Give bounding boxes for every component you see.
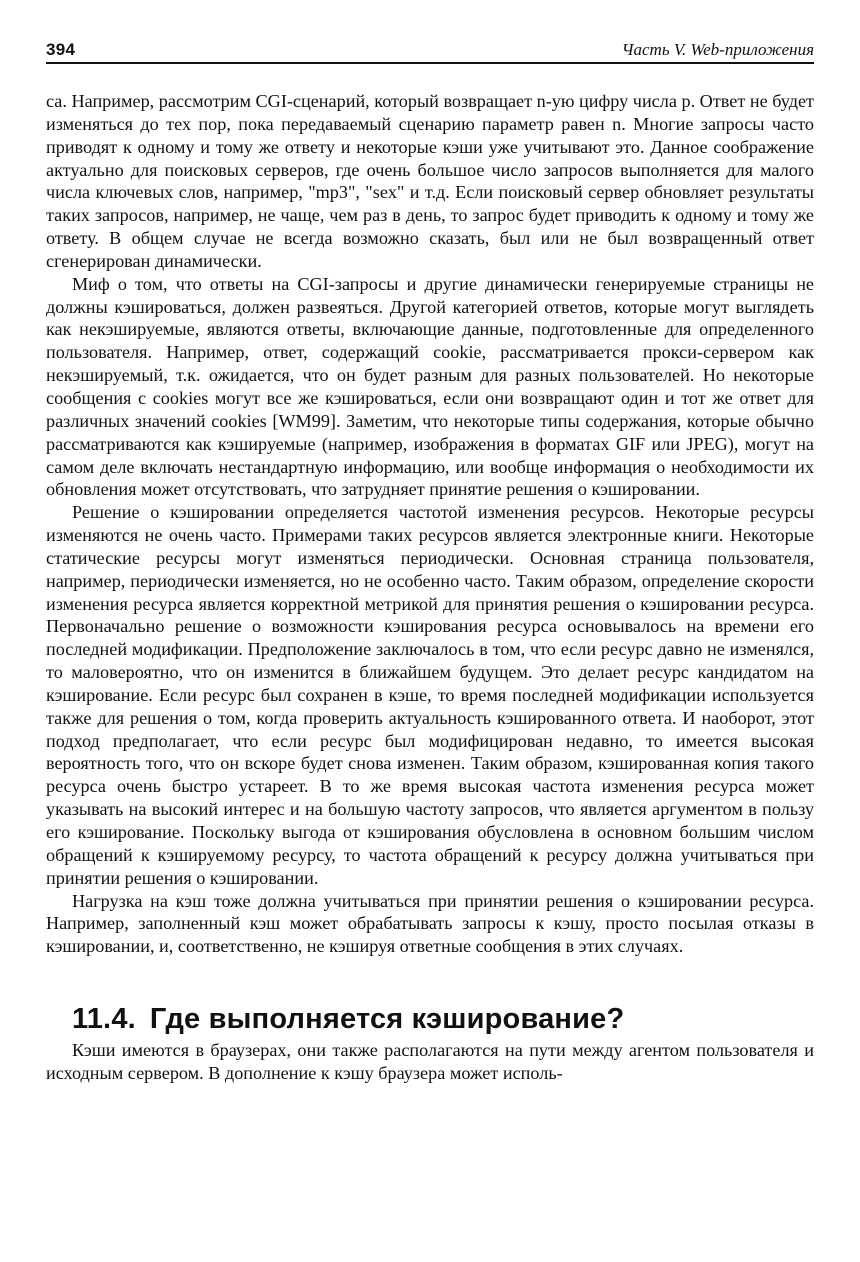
- paragraph: Миф о том, что ответы на CGI-запросы и другие динамически генерируемые страницы не должны кэшироваться, должен развеяться. Другой категорией ответов, которые могут выглядеть как некэшируемые, являются ответы, включающие данные, подготовленные для определенного пользователя. Например, ответ, содержащий cookie, рассматривается прокси-сервером как некэшируемый, т.к. ожидается, что он будет разным для разных пользователей. Но некоторые сообщения с cookies могут все же кэшироваться, если они возвращают один и тот же ответ для различных значений cookies [WM99]. Заметим, что некоторые типы содержания, которые обычно рассматриваются как кэшируемые (например, изображения в форматах GIF или JPEG), могут на самом деле включать нестандартную информацию, или вообще информация о необходимости их обновления может отсутствовать, что затрудняет принятие решения о кэшировании.: [46, 273, 814, 500]
- page-number: 394: [46, 40, 76, 59]
- paragraph: Кэши имеются в браузерах, они также располагаются на пути между агентом пользователя и исходным сервером. В дополнение к кэшу браузера может исполь-: [46, 1040, 814, 1083]
- paragraph: Нагрузка на кэш тоже должна учитываться при принятии решения о кэшировании ресурса. Например, заполненный кэш может обрабатывать запросы к кэшу, просто посылая отказы в кэшировании, и, соответственно, не кэшируя ответные сообщения в этих случаях.: [46, 890, 814, 957]
- book-page: [46, 38, 814, 1085]
- paragraph: Решение о кэшировании определяется частотой изменения ресурсов. Некоторые ресурсы изменяются не очень часто. Примерами таких ресурсов является электронные книги. Некоторые статические ресурсы могут изменяться периодически. Основная страница пользователя, например, периодически изменяется, но не особенно часто. Таким образом, определение скорости изменения ресурса является корректной метрикой для принятия решения о кэшировании ресурса. Первоначально решение о возможности кэширования ресурса основывалось на времени его последней модификации. Предположение заключалось в том, что если ресурс давно не изменялся, то маловероятно, что он изменится в ближайшем будущем. Это делает ресурс кандидатом на кэширование. Если ресурс был сохранен в кэше, то время последней модификации используется также для решения о том, когда проверить актуальность кэшированного ответа. И наоборот, этот подход предполагает, что если ресурс был модифицирован недавно, то имеется высокая вероятность того, что он вскоре будет снова изменен. Таким образом, кэшированная копия такого ресурса очень быстро устареет. В то же время высокая частота изменения ресурса может указывать на высокий интерес и на большую частоту запросов, что является аргументом в пользу его кэширование. Поскольку выгода от кэширования обусловлена в основном большим числом обращений к кэшируемому ресурсу, то частота обращений к ресурсу должна учитываться при принятии решения о кэшировании.: [46, 502, 814, 888]
- main-text: [46, 90, 814, 1085]
- section-number: 11.4.: [72, 1003, 136, 1036]
- paragraph-continued: са. Например, рассмотрим CGI-сценарий, который возвращает n-ую цифру числа p. Ответ не будет изменяться до тех пор, пока передаваемый сценарию параметр равен n. Многие запросы часто приводят к одному и тому же ответу и некоторые кэши уже учитывают это. Данное соображение актуально для поисковых серверов, где очень большое число запросов выполняется для малого числа ключевых слов, например, "mp3", "sex" и т.д. Если поисковый сервер обновляет результаты таких запросов, например, не чаще, чем раз в день, то запрос будет приводить к одному и тому же ответу. В общем случае не всегда возможно сказать, был или не был возвращенный ответ сгенерирован динамически.: [46, 91, 814, 271]
- section-heading: [72, 999, 814, 1039]
- page-header: [46, 38, 814, 64]
- section-title: Где выполняется кэширование?: [149, 1003, 625, 1036]
- running-title: Часть V. Web-приложения: [621, 40, 814, 59]
